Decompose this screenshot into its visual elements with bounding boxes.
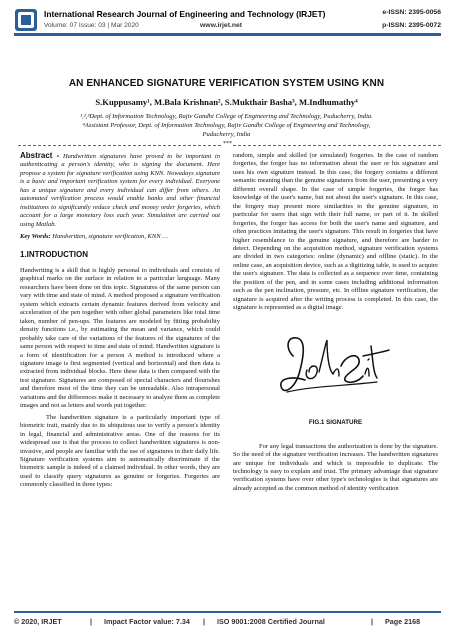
- footer-separator: |: [90, 617, 93, 626]
- footer-rule: [14, 611, 441, 613]
- left-column: [20, 152, 220, 493]
- abstract: [20, 152, 220, 229]
- keywords-text: Handwritten, signature verification, KNN …: [52, 233, 168, 241]
- keywords: [20, 233, 220, 241]
- journal-volume: Volume: 07 Issue: 03 | Mar 2020: [44, 22, 139, 29]
- figure-caption: FIG.1 SIGNATURE: [308, 418, 363, 426]
- keywords-label: Key Words:: [20, 233, 51, 241]
- abstract-text: Handwritten signatures have proved to be important in authenticating a person's identity, who is signing the document. Here propose a system for signature verification using KNN. Nowadays signature is a basic and important verification system for every individual. Everyone has a unique signature and every individual can differ from others. An automated verification process would enable banks and other financial institutions to significantly reduce check and money order forgeries, which account for a large monetary loss each year. Simulation are carried out using Matlab.: [20, 153, 220, 228]
- footer-impact-factor: Impact Factor value: 7.34: [104, 617, 190, 626]
- affiliation-2: ⁴Assistant Professor, Dept. of Information Technology, Rajiv Gandhi College of Engineering and Technology,: [82, 122, 371, 129]
- footer-iso: ISO 9001:2008 Certified Journal: [217, 617, 325, 626]
- p-issn: p-ISSN: 2395-0072: [382, 22, 441, 29]
- intro-paragraph-1: Handwriting is a skill that is highly personal to individuals and consists of graphical marks on the surface in relation to a particular language. Many researchers have been done on this topic. Signatures of the same person can vary with time and state of mind. A method proposed a signature verification system which extracts certain dynamic features derived from velocity and acceleration of the pen together with other global parameters like total time taken, number of pen-ups. The features are modeled by fitting probability density functions i.e., by estimating the mean and variance, which could probably take care of the variations of the features of the signatures of the same person with respect to time and state of mind. Handwritten signature is a form of identification for a person A method is introduced where a signature image is first segmented (vertical and horizontal) and then data is extracted from individual blocks. Here these data is then compared with the test signature. Signatures are composed of special characters and flourishes and therefore most of the time they can be unreadable. Also intrapersonal variations and the differences make it necessary to analyze them as complete images and not as letters and words put together.: [20, 266, 220, 410]
- figure-signature: [233, 320, 438, 443]
- irjet-logo-icon: [14, 8, 38, 32]
- journal-title: International Research Journal of Engineering and Technology (IRJET): [44, 9, 326, 19]
- section-heading-introduction: 1.INTRODUCTION: [20, 249, 88, 259]
- affiliation-3: Puducherry, India: [202, 131, 251, 138]
- header-rule: [14, 33, 441, 36]
- journal-header: [0, 0, 453, 40]
- right-column: [233, 152, 438, 496]
- footer-copyright: © 2020, IRJET: [14, 617, 62, 626]
- signature-image: [273, 326, 391, 412]
- divider-mark: ***: [223, 141, 232, 147]
- abstract-label: Abstract -: [20, 151, 60, 160]
- intro-paragraph-2: The handwritten signature is a particularly important type of biometric trait, mainly due to its ubiquitous use to verify a person's identity in legal, financial and administrative areas. One of the reasons for its widespread use is that the process to collect handwritten signatures is non-invasive, and people are familiar with the use of signatures in their daily life. Signature verification systems aim to automatically discriminate if the biometric sample is indeed of a claimed individual. In other words, they are used to classify query signatures as genuine or forgeries. Forgeries are commonly classified in three types:: [20, 413, 220, 489]
- paper-authors: S.Kuppusamy¹, M.Bala Krishnan², S.Mukthair Basha³, M.Indhumathy⁴: [95, 97, 358, 107]
- paper-title: AN ENHANCED SIGNATURE VERIFICATION SYSTEM USING KNN: [68, 78, 385, 89]
- footer-separator: |: [203, 617, 206, 626]
- right-paragraph-2: For any legal transactions the authorization is done by the signature. So the need of the signature verification increases. The handwritten signatures are unique for individuals and which is impossible to duplicate. The technology is easy to explain and trust. The primary advantage that signature verification systems have over other type's technologies is that signatures are already accepted as the common method of identity verification: [233, 442, 438, 492]
- affiliation-1: ¹,²,³Dept. of Information Technology, Rajiv Gandhi College of Engineering and Technology, Puducherry, India.: [80, 113, 373, 120]
- footer-separator: |: [371, 617, 374, 626]
- right-paragraph-1: random, simple and skilled (or simulated) forgeries. In the case of random forgeries, the forger has no information about the user or his signature and uses his own signature instead. In this case, the forgery contains a different semantic meaning than the genuine signatures from the user, presenting a very different overall shape. In the case of simple forgeries, the forger has knowledge of the user's name, but not about the user's signature. In this case, the forgery may present more similarities to the genuine signature, in particular for users that sign with their full name, or part of it. In skilled forgeries, the forger has access for both the user's name and signature, and often practices imitating the user's signature. This result in forgeries that have higher resemblance to the genuine signature, and therefore are harder to detect. Depending on the acquisition method, signature verification systems are divided in two categories: online (dynamic) and offline (static). In the online case, an acquisition device, such as a digitizing table, is used to acquire the user's signature. The data is collected as a sequence over time, containing the position of the pen, and in some cases including additional information such as the pen inclination, pressure, etc. In offline signature verification, the signature is acquired after the writing process is completed. In this case, the signature is represented as a digital image.: [233, 152, 438, 312]
- journal-url[interactable]: www.irjet.net: [200, 22, 243, 29]
- e-issn: e-ISSN: 2395-0056: [382, 9, 441, 16]
- footer-page-number: Page 2168: [385, 617, 421, 626]
